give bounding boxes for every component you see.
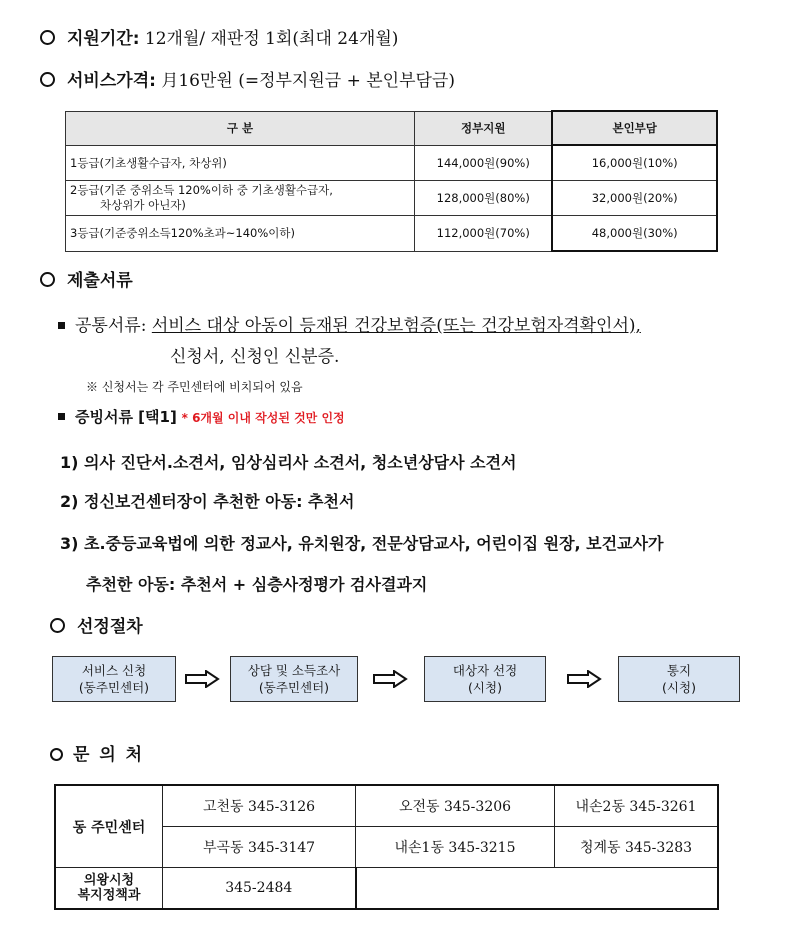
process-step-1 <box>52 656 176 702</box>
contact-table <box>54 784 719 910</box>
contact-cell: 부곡동 345-3147 <box>163 827 356 868</box>
documents-heading <box>40 266 133 291</box>
price-table-header-grade: 구 분 <box>66 111 415 145</box>
process-step-4 <box>618 656 740 702</box>
support-period-line <box>40 24 398 49</box>
gov-support-cell: 112,000원(70%) <box>415 216 553 252</box>
process-title: 선정절차 <box>77 617 143 637</box>
grade-cell: 1등급(기초생활수급자, 차상위) <box>66 145 415 181</box>
table-row <box>66 181 718 216</box>
process-step-label: 서비스 신청 <box>81 663 147 678</box>
proof-docs-note: * 6개월 이내 작성된 것만 인정 <box>181 411 345 425</box>
process-step-3 <box>424 656 546 702</box>
application-note: ※ 신청서는 각 주민센터에 비치되어 있음 <box>86 380 303 394</box>
contact-title: 문 의 처 <box>73 745 145 765</box>
right-arrow-icon <box>372 670 408 688</box>
support-period-value: 12개월/ 재판정 1회(최대 24개월) <box>144 29 399 49</box>
proof-item-3-cont: 추천한 아동: 추천서 + 심층사정평가 검사결과지 <box>86 575 428 594</box>
welfare-phone-cell: 345-2484 <box>163 868 356 910</box>
circle-bullet-icon <box>50 618 65 633</box>
contact-cell: 청계동 345-3283 <box>555 827 719 868</box>
welfare-label-line1: 의왕시청 <box>83 873 135 888</box>
common-docs-text: 서비스 대상 아동이 등재된 건강보험증(또는 건강보험자격확인서), <box>151 316 641 336</box>
empty-cell <box>555 868 719 910</box>
proof-item-3: 3) 초.중등교육법에 의한 정교사, 유치원장, 전문상담교사, 어린이집 원장, 보건교사가 <box>60 534 664 553</box>
table-row <box>55 868 718 910</box>
process-step-sublabel: (동주민센터) <box>78 680 150 695</box>
common-docs-line1 <box>58 311 641 336</box>
table-row <box>66 145 718 181</box>
grade-cell-line1: 2등급(기준 중위소득 120%이하 중 기초생활수급자, <box>70 183 333 197</box>
process-heading <box>50 612 143 637</box>
service-price-line <box>40 66 455 91</box>
price-table <box>65 110 718 252</box>
contact-cell: 내손2동 345-3261 <box>555 785 719 827</box>
circle-bullet-icon <box>40 272 55 287</box>
proof-item-2: 2) 정신보건센터장이 추천한 아동: 추천서 <box>60 492 355 511</box>
grade-cell-line2: 차상위가 아닌자) <box>100 198 186 212</box>
process-step-2 <box>230 656 358 702</box>
self-pay-cell: 48,000원(30%) <box>552 216 717 252</box>
center-label-cell: 동 주민센터 <box>55 785 163 868</box>
self-pay-cell: 32,000원(20%) <box>552 181 717 216</box>
contact-heading <box>50 740 144 765</box>
self-pay-cell: 16,000원(10%) <box>552 145 717 181</box>
price-table-header-gov: 정부지원 <box>415 111 553 145</box>
grade-cell <box>66 181 415 216</box>
price-table-header-self: 본인부담 <box>552 111 717 145</box>
welfare-label-cell <box>55 868 163 910</box>
circle-bullet-icon <box>40 72 55 87</box>
process-step-label: 통지 <box>666 663 692 678</box>
empty-cell <box>356 868 555 910</box>
grade-cell: 3등급(기준중위소득120%초과~140%이하) <box>66 216 415 252</box>
gov-support-cell: 128,000원(80%) <box>415 181 553 216</box>
process-step-label: 대상자 선정 <box>452 663 518 678</box>
welfare-label-line2: 복지정책과 <box>77 888 141 903</box>
process-step-sublabel: (시청) <box>468 680 502 695</box>
table-row <box>55 785 718 827</box>
circle-bullet-icon <box>50 748 63 761</box>
proof-item-1: 1) 의사 진단서.소견서, 임상심리사 소견서, 청소년상담사 소견서 <box>60 453 517 472</box>
process-step-sublabel: (시청) <box>662 680 696 695</box>
process-step-sublabel: (동주민센터) <box>258 680 330 695</box>
square-bullet-icon <box>58 322 65 329</box>
right-arrow-icon <box>184 670 220 688</box>
table-row <box>66 216 718 252</box>
gov-support-cell: 144,000원(90%) <box>415 145 553 181</box>
contact-cell: 고천동 345-3126 <box>163 785 356 827</box>
proof-docs-line <box>58 406 345 427</box>
support-period-label: 지원기간: <box>67 29 140 49</box>
service-price-value: 月16만원 (=정부지원금 + 본인부담금) <box>161 71 455 91</box>
contact-cell: 내손1동 345-3215 <box>356 827 555 868</box>
contact-cell: 오전동 345-3206 <box>356 785 555 827</box>
service-price-label: 서비스가격: <box>67 71 156 91</box>
right-arrow-icon <box>566 670 602 688</box>
common-docs-line2: 신청서, 신청인 신분증. <box>170 347 340 367</box>
proof-docs-label: 증빙서류 [택1] <box>75 408 177 426</box>
circle-bullet-icon <box>40 30 55 45</box>
documents-title: 제출서류 <box>67 271 133 291</box>
common-docs-label: 공통서류: <box>75 316 147 336</box>
process-step-label: 상담 및 소득조사 <box>247 663 341 678</box>
square-bullet-icon <box>58 413 65 420</box>
